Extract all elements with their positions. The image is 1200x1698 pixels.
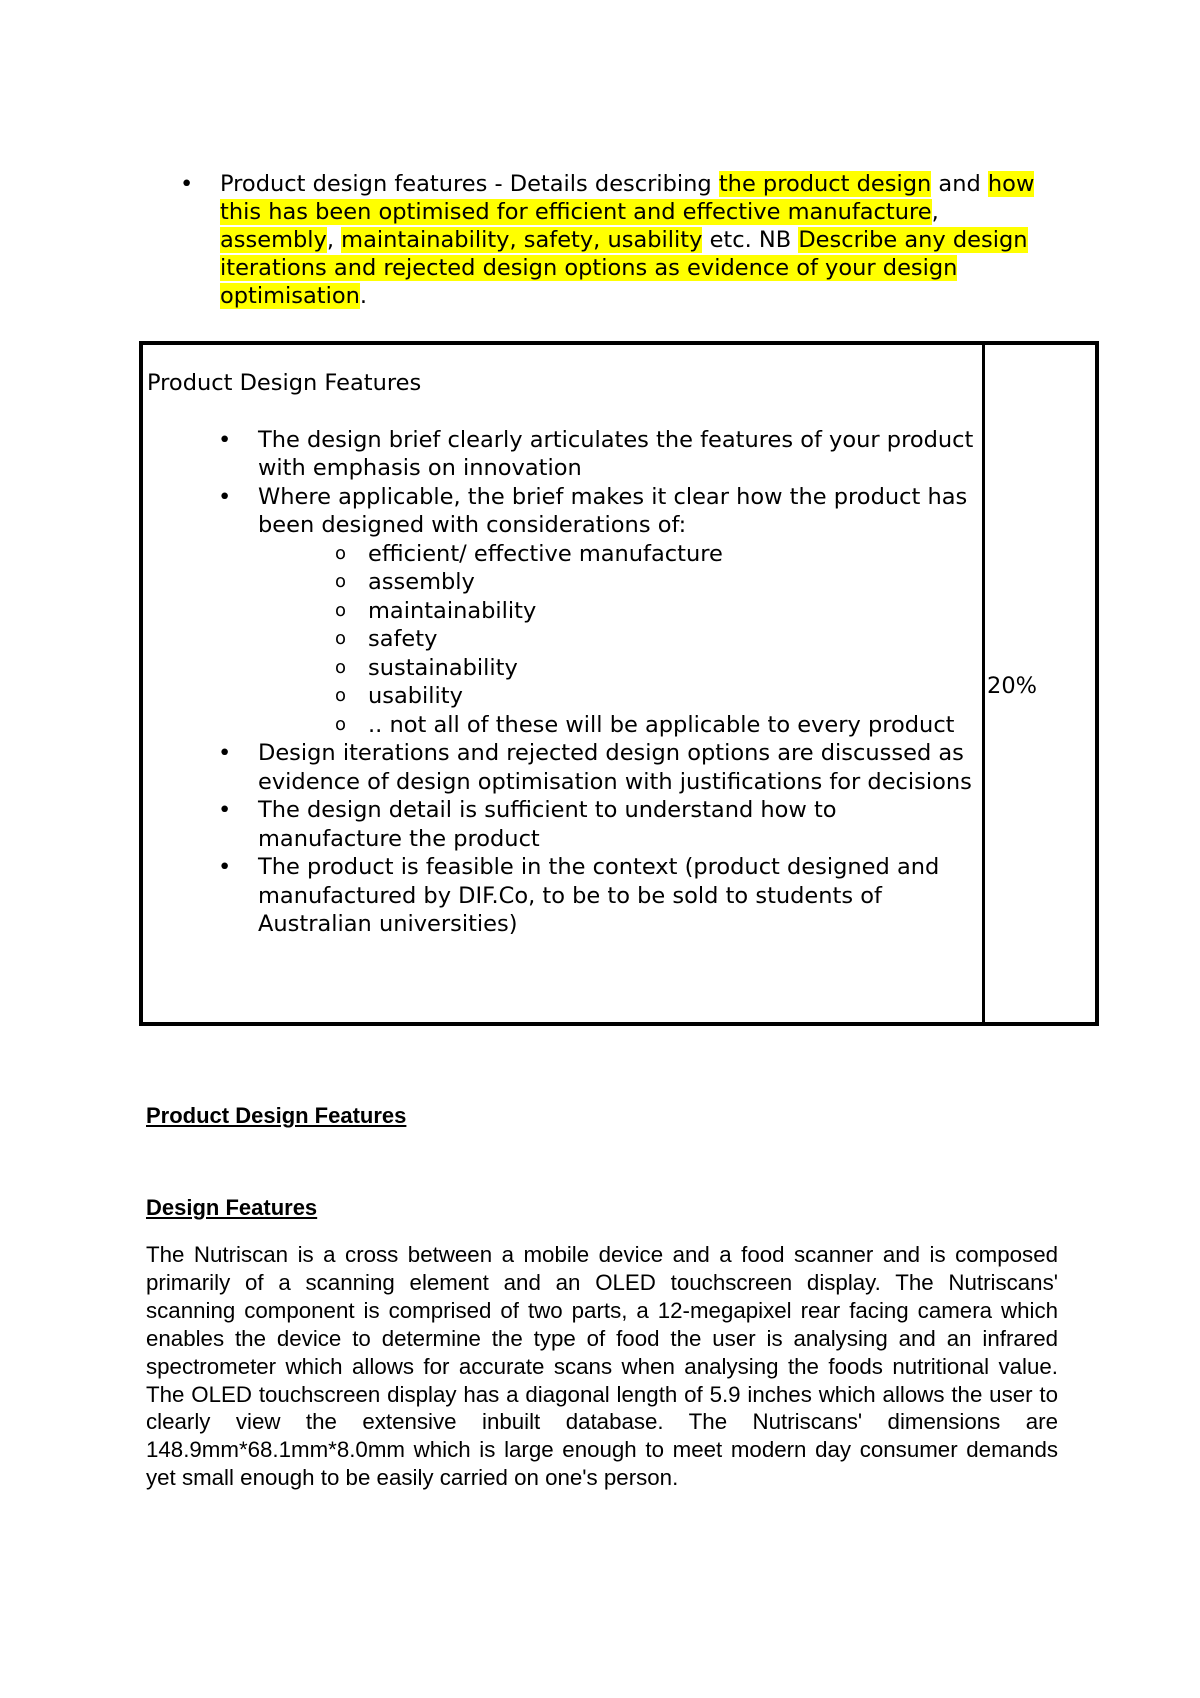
bullet-icon: • (218, 426, 232, 453)
rubric-subitem-text: usability (368, 683, 463, 709)
circle-bullet-icon: o (335, 713, 347, 735)
rubric-item-text: The design brief clearly articulates the features of your product with emphasis on innovation (258, 426, 974, 481)
design-features-paragraph: The Nutriscan is a cross between a mobile device and a food scanner and is composed primarily of a scanning element and an OLED touchscreen display. The Nutriscans' scanning component is comprised of two parts, a 12-megapixel rear facing camera which enables the device to determine the type of food the user is analysing and an infrared spectrometer which allows for accurate scans when analysing the foods nutritional value. The OLED touchscreen display has a diagonal length of 5.9 inches which allows the user to clearly view the extensive inbuilt database. The Nutriscans' dimensions are 148.9mm*68.1mm*8.0mm which is large enough to meet modern day consumer demands yet small enough to be easily carried on one's person. (146, 1242, 1058, 1491)
rubric-weight: 20% (987, 673, 1038, 699)
rubric-subitem (147, 597, 977, 626)
circle-bullet-icon: o (335, 599, 347, 621)
rubric-subitem (147, 654, 977, 683)
bullet-icon: • (218, 854, 232, 880)
rubric-subitem-text: sustainability (368, 654, 518, 681)
rubric-item-text: The design detail is sufficient to understand how to manufacture the product (258, 797, 837, 852)
bullet-icon: • (218, 483, 232, 510)
rubric-subitem-text: .. not all of these will be applicable to every product (368, 711, 955, 738)
rubric-sublist (258, 540, 977, 740)
rubric-subitem (147, 711, 977, 740)
rubric-subitem-text: safety (368, 626, 438, 652)
rubric-item-text: Design iterations and rejected design options are discussed as evidence of design optimisation with justifications for decisions (258, 740, 972, 795)
rubric-item (147, 483, 977, 740)
rubric-criteria-cell (147, 369, 977, 939)
bullet-icon: • (218, 797, 232, 823)
intro-highlight-3: assembly (220, 227, 327, 253)
rubric-item-text: The product is feasible in the context (product designed and manufactured by DIF.Co, to be to be sold to students of Australian universities) (258, 854, 940, 937)
rubric-subitem-text: assembly (368, 569, 475, 595)
section-heading: Product Design Features (146, 1103, 407, 1128)
rubric-criteria-list (147, 426, 977, 939)
rubric-item (147, 853, 977, 939)
intro-mid-1: and (931, 171, 988, 197)
rubric-subitem (147, 568, 977, 597)
circle-bullet-icon: o (335, 685, 347, 706)
rubric-title: Product Design Features (147, 370, 422, 396)
section-subheading: Design Features (146, 1195, 318, 1220)
circle-bullet-icon: o (335, 628, 347, 649)
rubric-table (139, 341, 1099, 1026)
intro-highlight-1: the product design (718, 171, 932, 197)
rubric-subitem-text: maintainability (368, 597, 537, 624)
intro-highlight-4: maintainability, safety, usability (341, 227, 703, 253)
rubric-column-divider (982, 345, 985, 1022)
rubric-subitem-text: efficient/ effective manufacture (368, 540, 723, 567)
rubric-item (147, 796, 977, 853)
intro-mid-2: etc. NB (702, 227, 799, 253)
circle-bullet-icon: o (335, 542, 347, 564)
circle-bullet-icon: o (335, 571, 347, 592)
rubric-subitem (147, 540, 977, 569)
bullet-icon: • (218, 740, 232, 766)
intro-comma-2: , (326, 227, 342, 253)
rubric-subitem (147, 625, 977, 654)
rubric-item-text: Where applicable, the brief makes it clear how the product has been designed with considerations of: (258, 483, 968, 538)
bullet-icon: • (180, 171, 194, 197)
rubric-subitem (147, 682, 977, 711)
circle-bullet-icon: o (335, 656, 347, 678)
intro-lead: Product design features - Details describing (220, 171, 719, 197)
intro-end: . (359, 283, 368, 309)
rubric-item (147, 426, 977, 483)
rubric-item (147, 739, 977, 796)
intro-highlight-2: how this has been optimised for efficient and effective manufacture (220, 171, 1035, 225)
intro-comma-1: , (931, 199, 939, 225)
intro-bullet (180, 170, 1050, 310)
intro-highlight-5: Describe any design iterations and rejected design options as evidence of your design optimisation (220, 227, 1028, 309)
